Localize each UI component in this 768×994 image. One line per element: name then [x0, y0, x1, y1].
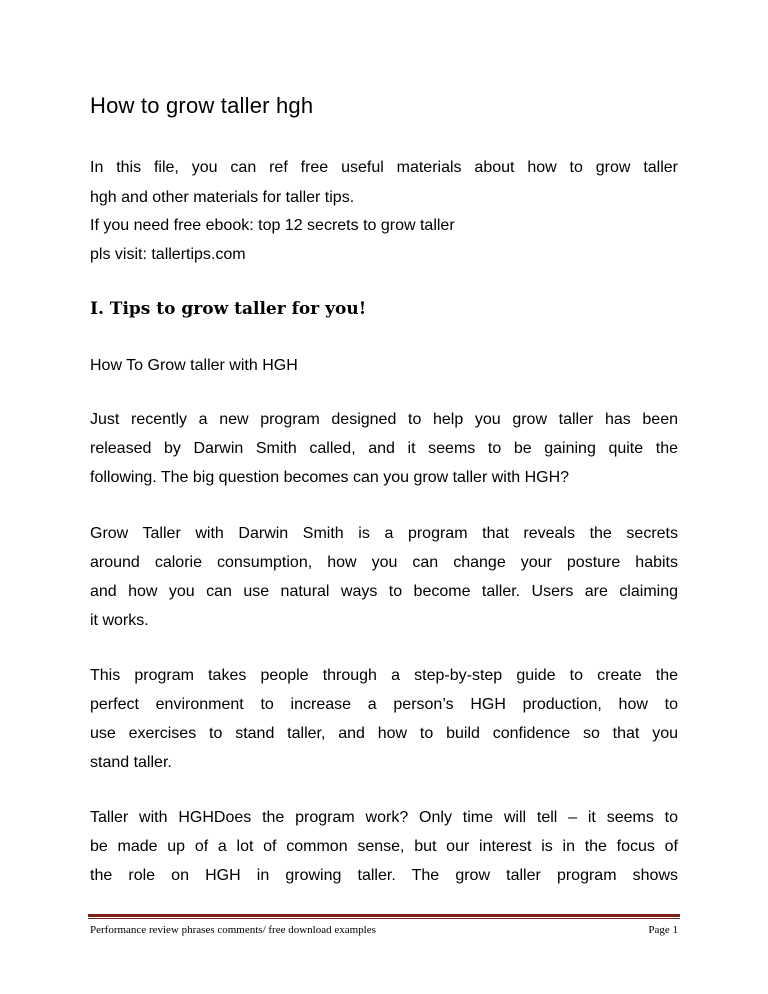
paragraph-line: Taller with HGHDoes the program work? Only time will tell – it seems to — [90, 809, 678, 826]
intro-line: hgh and other materials for taller tips. — [90, 189, 355, 206]
paragraph-line: Grow Taller with Darwin Smith is a program that reveals the secrets — [90, 525, 678, 542]
footer-text: Performance review phrases comments/ free download examples — [90, 924, 376, 936]
paragraph-line: around calorie consumption, how you can change your posture habits — [90, 554, 678, 571]
intro-line: pls visit: tallertips.com — [90, 246, 246, 263]
paragraph-line: Just recently a new program designed to help you grow taller has been — [90, 411, 678, 428]
paragraph-line: released by Darwin Smith called, and it seems to be gaining quite the — [90, 440, 678, 457]
paragraph-line: use exercises to stand taller, and how to build confidence so that you — [90, 725, 678, 742]
paragraph-line: it works. — [90, 612, 149, 629]
paragraph-line: be made up of a lot of common sense, but our interest is in the focus of — [90, 838, 678, 855]
paragraph-line: This program takes people through a step-by-step guide to create the — [90, 667, 678, 684]
document-title: How to grow taller hgh — [90, 93, 314, 118]
intro-line: In this file, you can ref free useful materials about how to grow taller — [90, 159, 678, 176]
section-heading: I. Tips to grow taller for you! — [90, 299, 367, 319]
paragraph-line: perfect environment to increase a person’s HGH production, how to — [90, 696, 678, 713]
paragraph-line: the role on HGH in growing taller. The grow taller program shows — [90, 867, 678, 884]
footer-divider — [88, 914, 680, 917]
paragraph-line: and how you can use natural ways to become taller. Users are claiming — [90, 583, 678, 600]
footer-divider-thin — [88, 918, 680, 919]
page-number: Page 1 — [648, 924, 678, 936]
subheading: How To Grow taller with HGH — [90, 357, 298, 374]
intro-line: If you need free ebook: top 12 secrets to grow taller — [90, 217, 455, 234]
paragraph-line: stand taller. — [90, 754, 172, 771]
paragraph-line: following. The big question becomes can you grow taller with HGH? — [90, 469, 570, 486]
